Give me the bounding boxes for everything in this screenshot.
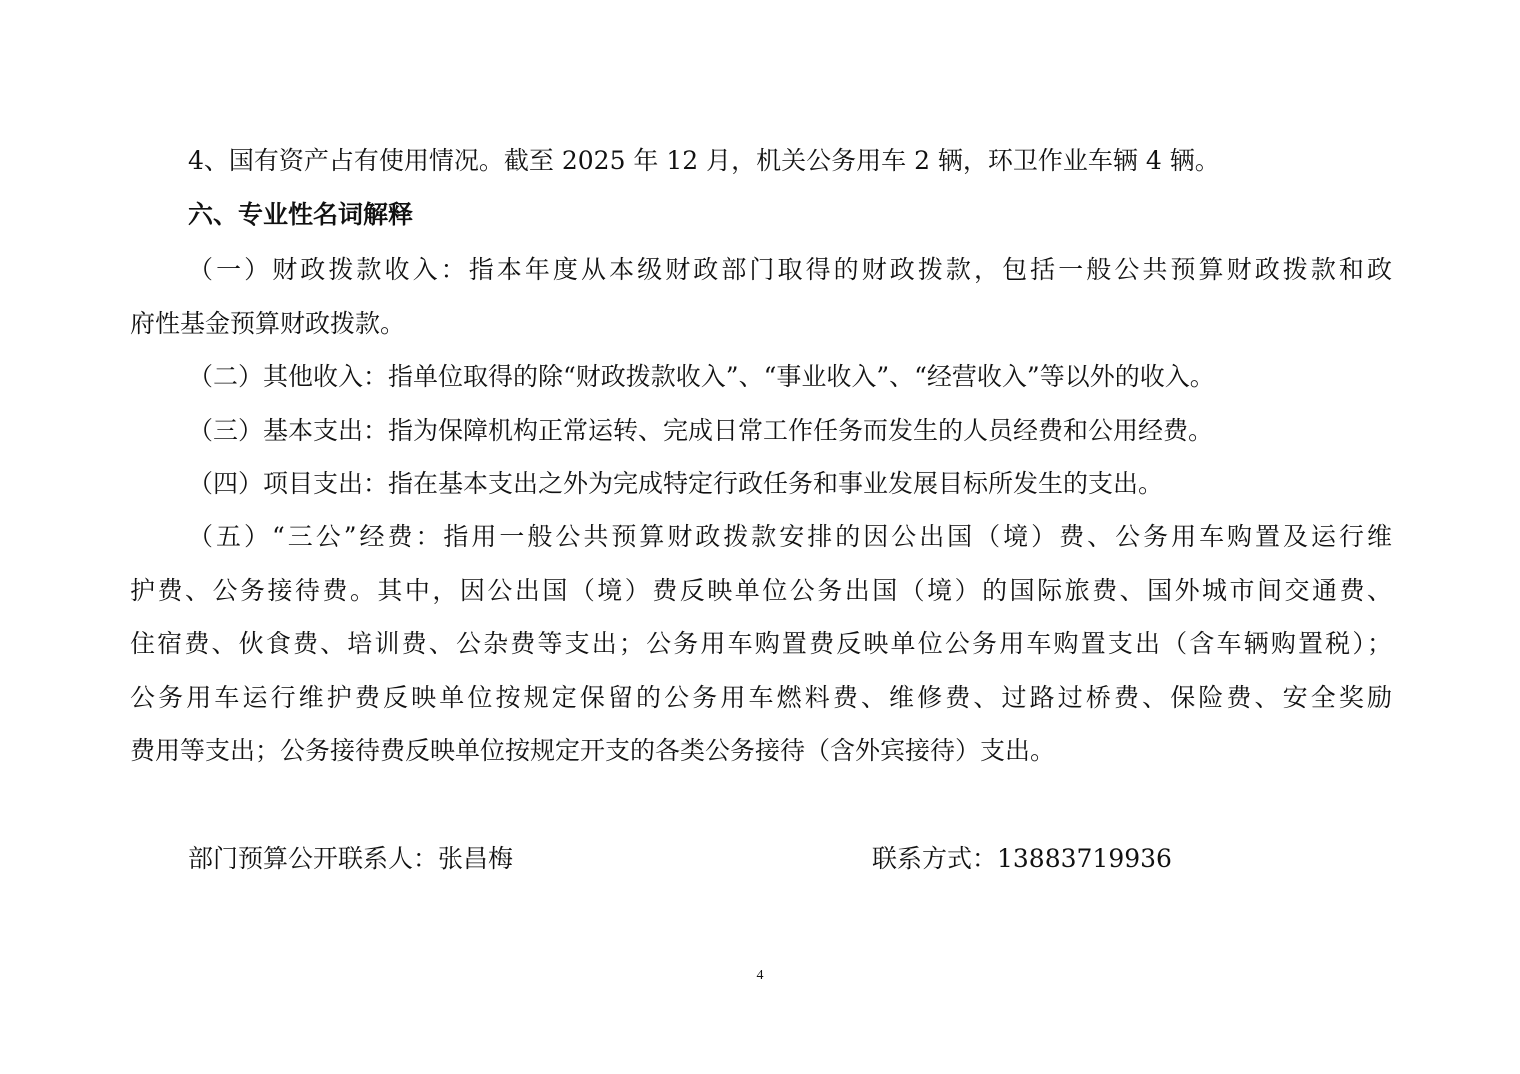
- definition-fiscal-appropriation-line-1: （一）财政拨款收入：指本年度从本级财政部门取得的财政拨款，包括一般公共预算财政拨款和政: [188, 255, 1392, 284]
- definition-three-public-expenses-line-4: 公务用车运行维护费反映单位按规定保留的公务用车燃料费、维修费、过路过桥费、保险费、安全奖励: [130, 683, 1392, 712]
- definition-three-public-expenses-line-1: （五）“三公”经费：指用一般公共预算财政拨款安排的因公出国（境）费、公务用车购置及运行维: [188, 522, 1392, 551]
- definition-other-income: （二）其他收入：指单位取得的除“财政拨款收入”、“事业收入”、“经营收入”等以外的收入。: [188, 362, 1215, 391]
- definition-three-public-expenses-line-3: 住宿费、伙食费、培训费、公杂费等支出；公务用车购置费反映单位公务用车购置支出（含车辆购置税）；: [130, 629, 1392, 658]
- definition-basic-expenditure: （三）基本支出：指为保障机构正常运转、完成日常工作任务而发生的人员经费和公用经费。: [188, 416, 1214, 445]
- contact-phone: 联系方式：13883719936: [872, 844, 1172, 873]
- section-heading: 六、专业性名词解释: [188, 200, 414, 229]
- contact-person: 部门预算公开联系人：张昌梅: [188, 844, 514, 873]
- definition-project-expenditure: （四）项目支出：指在基本支出之外为完成特定行政任务和事业发展目标所发生的支出。: [188, 469, 1164, 498]
- page-number: 4: [756, 968, 764, 983]
- asset-usage-paragraph: 4、国有资产占有使用情况。截至 2025 年 12 月，机关公务用车 2 辆，环卫作业车辆 4 辆。: [188, 146, 1220, 175]
- definition-three-public-expenses-line-5: 费用等支出；公务接待费反映单位按规定开支的各类公务接待（含外宾接待）支出。: [130, 736, 1056, 765]
- definition-three-public-expenses-line-2: 护费、公务接待费。其中，因公出国（境）费反映单位公务出国（境）的国际旅费、国外城市间交通费、: [130, 576, 1392, 605]
- definition-fiscal-appropriation-line-2: 府性基金预算财政拨款。: [130, 309, 406, 338]
